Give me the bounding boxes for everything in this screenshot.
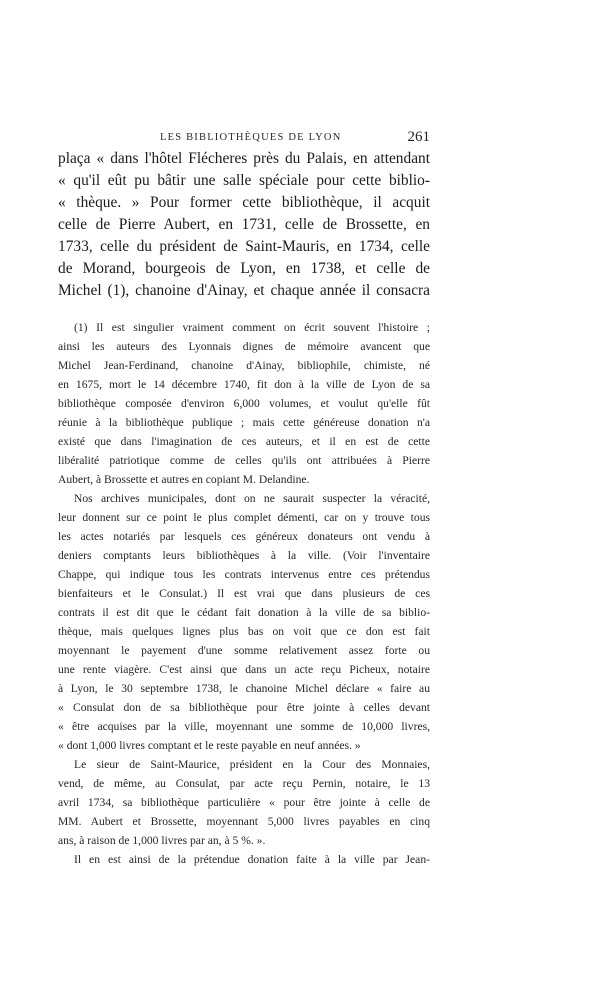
footnote-line: les actes notariés par lesquels ces généreux donateurs ont vendu à [58, 530, 430, 543]
footnote-line: moyennant le payement d'une somme relativement assez forte ou [58, 644, 430, 657]
footnote-line: MM. Aubert et Brossette, moyennant 5,000 livres payables en cinq [58, 815, 430, 828]
footnote-line: une rente viagère. C'est ainsi que dans un acte reçu Picheux, notaire [58, 663, 430, 676]
footnote-line: thèque, mais quelques lignes plus bas on voit que ce don est fait [58, 625, 430, 638]
footnote-line: ans, à raison de 1,000 livres par an, à 5 %. ». [58, 834, 266, 847]
footnote-line: ainsi les auteurs des Lyonnais dignes de mémoire avancent que [58, 340, 430, 353]
running-title: LES BIBLIOTHÈQUES DE LYON [160, 132, 342, 143]
footnote-line: contrats il est dit que le cédant fait donation à la ville de sa biblio- [58, 606, 430, 619]
footnote-line: leur donnent sur ce point le plus complet démenti, car on y trouve tous [58, 511, 430, 524]
footnote-line: existé que dans l'imagination de ces auteurs, et il en est de cette [58, 435, 430, 448]
footnote-line: Le sieur de Saint-Maurice, président en la Cour des Monnaies, [74, 758, 430, 771]
footnote-line: à Lyon, le 30 septembre 1738, le chanoine Michel déclare « faire au [58, 682, 430, 695]
body-line: de Morand, bourgeois de Lyon, en 1738, et celle de [58, 260, 430, 277]
body-line: celle de Pierre Aubert, en 1731, celle de Brossette, en [58, 216, 430, 233]
body-line: « thèque. » Pour former cette bibliothèque, il acquit [58, 194, 430, 211]
footnote-block [58, 318, 430, 869]
body-line: plaça « dans l'hôtel Flécheres près du Palais, en attendant [58, 150, 430, 167]
footnote-line: bienfaiteurs et le Consulat.) Il est vrai que dans plusieurs de ces [58, 587, 430, 600]
page-number: 261 [407, 129, 430, 145]
body-line: « qu'il eût pu bâtir une salle spéciale pour cette biblio- [58, 172, 430, 189]
footnote-line: réunie à la bibliothèque publique ; mais cette généreuse donation n'a [58, 416, 430, 429]
body-line: 1733, celle du président de Saint-Mauris, en 1734, celle [58, 238, 430, 255]
footnote-line: Chappe, qui indique tous les contrats intervenus entre ces prétendus [58, 568, 430, 581]
footnote-line: (1) Il est singulier vraiment comment on écrit souvent l'histoire ; [74, 321, 430, 334]
footnote-line: « être acquises par la ville, moyennant une somme de 10,000 livres, [58, 720, 430, 733]
footnote-line: vend, de même, au Consulat, par acte reçu Pernin, notaire, le 13 [58, 777, 430, 790]
footnote-line: Aubert, à Brossette et autres en copiant M. Delandine. [58, 473, 310, 486]
main-body-text [58, 148, 430, 302]
footnote-line: Michel Jean-Ferdinand, chanoine d'Ainay, bibliophile, chimiste, né [58, 359, 430, 372]
footnote-line: deniers comptants leurs bibliothèques à la ville. (Voir l'inventaire [58, 549, 430, 562]
footnote-line: en 1675, mort le 14 décembre 1740, fit don à la ville de Lyon de sa [58, 378, 430, 391]
footnote-line: bibliothèque composée d'environ 6,000 volumes, et voulut qu'elle fût [58, 397, 430, 410]
footnote-line: avril 1734, sa bibliothèque particulière « pour être jointe à celle de [58, 796, 430, 809]
footnote-line: Il en est ainsi de la prétendue donation faite à la ville par Jean- [74, 853, 430, 866]
body-line: Michel (1), chanoine d'Ainay, et chaque année il consacra [58, 282, 430, 299]
footnote-line: « dont 1,000 livres comptant et le reste payable en neuf années. » [58, 739, 361, 752]
footnote-line: « Consulat don de sa bibliothèque pour être jointe à celles devant [58, 701, 430, 714]
footnote-line: libéralité patriotique comme de celles qu'ils ont attribuées à Pierre [58, 454, 430, 467]
footnote-line: Nos archives municipales, dont on ne saurait suspecter la véracité, [74, 492, 430, 505]
